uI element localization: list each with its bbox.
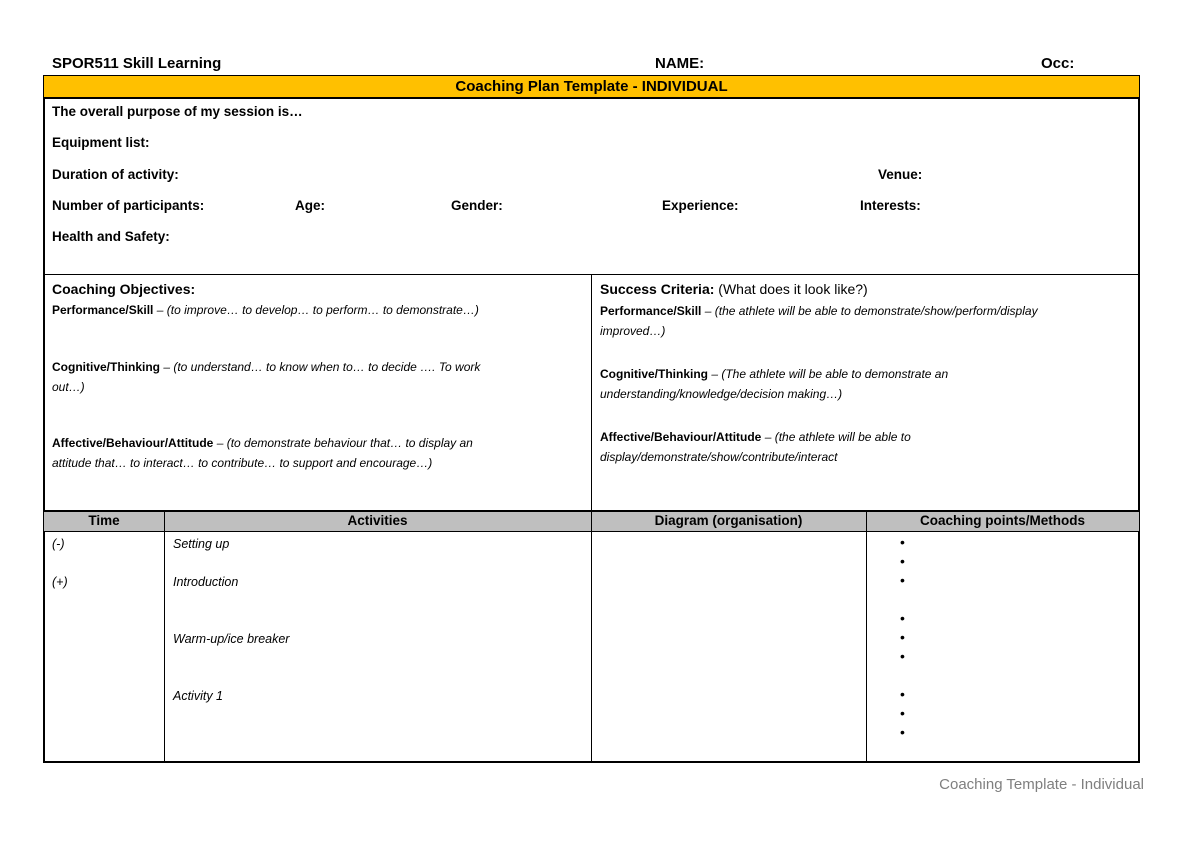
name-label: NAME:	[655, 55, 705, 72]
bullet-point: •	[900, 572, 905, 588]
activity-cell: Activity 1	[173, 689, 224, 703]
bullet-point: •	[900, 648, 905, 664]
age-label: Age:	[295, 198, 325, 213]
column-divider	[866, 510, 867, 763]
bullet-point: •	[900, 553, 905, 569]
activity-cell: Introduction	[173, 575, 239, 589]
health-safety-label: Health and Safety:	[52, 229, 170, 244]
bullet-point: •	[900, 705, 905, 721]
header-activities: Activities	[347, 513, 408, 528]
bullet-point: •	[900, 534, 905, 550]
criteria-performance: Performance/Skill – (the athlete will be able to demonstrate/show/perform/display	[600, 304, 1038, 318]
header-time: Time	[88, 513, 120, 528]
bullet-point: •	[900, 629, 905, 645]
objective-affective-cont: attitude that… to interact… to contribute… to support and encourage…)	[52, 456, 433, 470]
objective-cognitive-cont: out…)	[52, 380, 85, 394]
gender-label: Gender:	[451, 198, 503, 213]
activity-cell: Warm-up/ice breaker	[173, 632, 290, 646]
objectives-title: Coaching Objectives:	[52, 281, 196, 297]
objectives-divider	[591, 274, 592, 510]
purpose-label: The overall purpose of my session is…	[52, 104, 303, 119]
criteria-performance-cont: improved…)	[600, 324, 666, 338]
criteria-cognitive: Cognitive/Thinking – (The athlete will be able to demonstrate an	[600, 367, 949, 381]
bullet-point: •	[900, 610, 905, 626]
criteria-title: Success Criteria: (What does it look like?)	[600, 281, 868, 297]
banner-title: Coaching Plan Template - INDIVIDUAL	[455, 78, 728, 95]
course-title: SPOR511 Skill Learning	[52, 55, 222, 72]
duration-label: Duration of activity:	[52, 167, 179, 182]
header-diagram: Diagram (organisation)	[654, 513, 803, 528]
criteria-affective-cont: display/demonstrate/show/contribute/interact	[600, 450, 838, 464]
criteria-affective: Affective/Behaviour/Attitude – (the athlete will be able to	[600, 430, 911, 444]
experience-label: Experience:	[662, 198, 739, 213]
activity-cell: Setting up	[173, 537, 230, 551]
criteria-cognitive-cont: understanding/knowledge/decision making…)	[600, 387, 843, 401]
title-banner	[44, 76, 1139, 99]
header-coaching-points: Coaching points/Methods	[920, 513, 1085, 528]
time-cell: (-)	[52, 537, 65, 551]
objective-affective: Affective/Behaviour/Attitude – (to demonstrate behaviour that… to display an	[52, 436, 473, 450]
venue-label: Venue:	[878, 167, 923, 182]
bullet-point: •	[900, 686, 905, 702]
objective-cognitive: Cognitive/Thinking – (to understand… to know when to… to decide …. To work	[52, 360, 481, 374]
occ-label: Occ:	[1041, 55, 1075, 72]
objective-performance: Performance/Skill – (to improve… to develop… to perform… to demonstrate…)	[52, 303, 479, 317]
page-footer: Coaching Template - Individual	[939, 776, 1144, 793]
time-cell: (+)	[52, 575, 68, 589]
interests-label: Interests:	[860, 198, 921, 213]
participants-label: Number of participants:	[52, 198, 205, 213]
bullet-point: •	[900, 724, 905, 740]
equipment-label: Equipment list:	[52, 135, 150, 150]
column-divider	[164, 510, 165, 763]
column-divider	[591, 510, 592, 763]
